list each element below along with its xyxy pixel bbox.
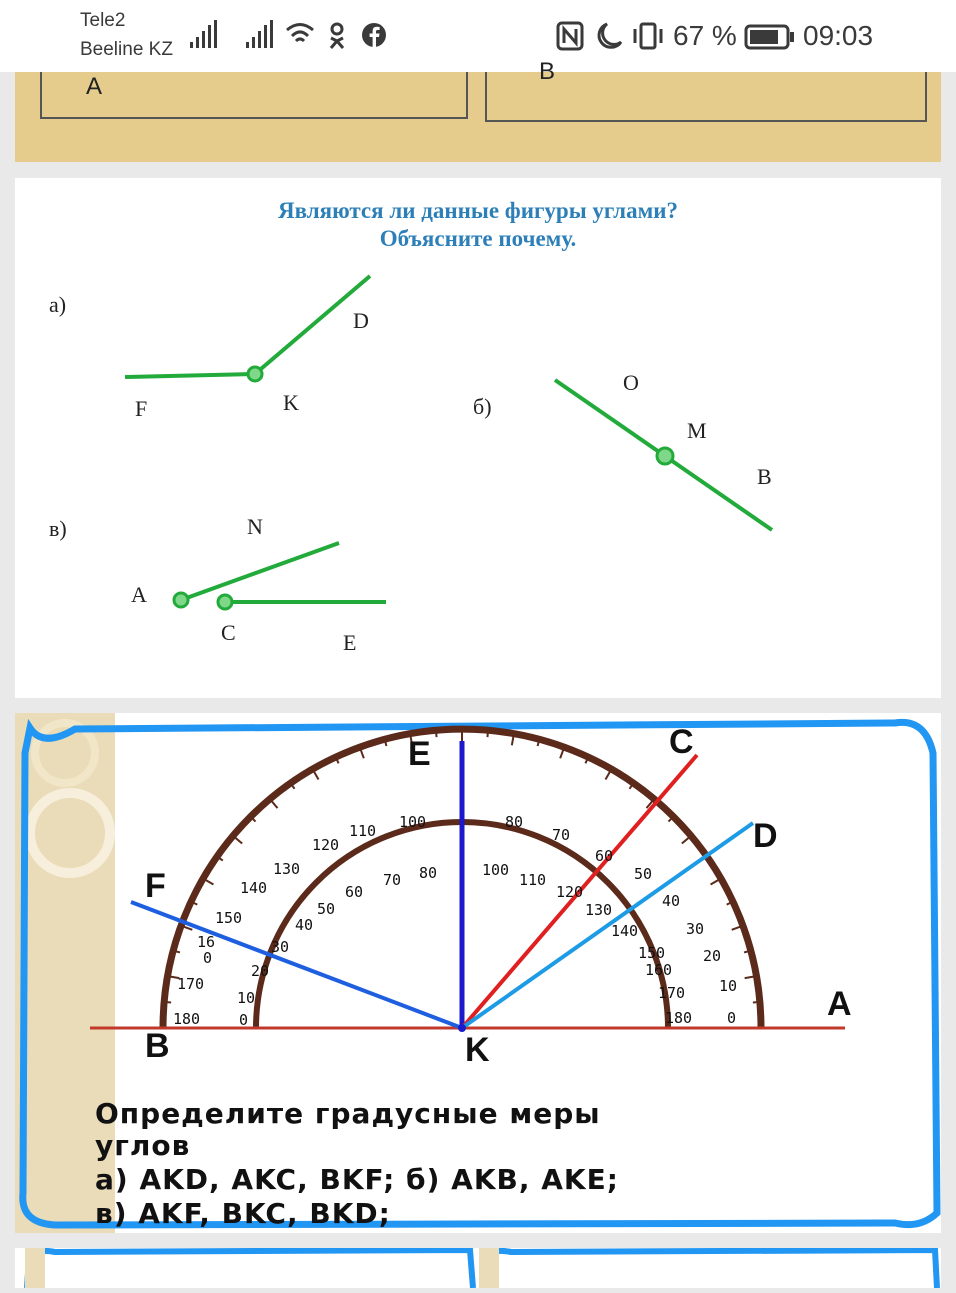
box-label: A xyxy=(86,73,103,100)
carrier-label: Beeline KZ xyxy=(80,39,173,60)
point-label-c: C xyxy=(669,723,694,761)
svg-text:110: 110 xyxy=(349,822,377,840)
protractor-tick xyxy=(487,730,488,737)
point-label: N xyxy=(247,514,263,539)
question-text: Определите градусные меры xyxy=(95,1097,601,1130)
svg-text:80: 80 xyxy=(419,864,438,882)
question-text: а) AKD, AKC, BKF; б) AKB, AKE; xyxy=(95,1163,619,1196)
point-label: B xyxy=(757,464,772,489)
point-label: E xyxy=(343,630,357,655)
point-label: K xyxy=(283,390,299,415)
svg-text:140: 140 xyxy=(611,922,639,940)
svg-text:40: 40 xyxy=(295,916,314,934)
point-label: F xyxy=(135,396,148,421)
point-label-k: K xyxy=(465,1031,490,1069)
moon-icon xyxy=(599,24,621,47)
svg-text:40: 40 xyxy=(662,892,681,910)
protractor-tick xyxy=(436,730,437,737)
protractor-tick xyxy=(164,1002,171,1003)
svg-text:180: 180 xyxy=(173,1010,201,1028)
svg-text:60: 60 xyxy=(595,847,614,865)
answer-box-b xyxy=(485,58,927,122)
point-label: D xyxy=(353,308,369,333)
svg-text:30: 30 xyxy=(686,920,705,938)
box-label: B xyxy=(539,58,556,85)
svg-text:50: 50 xyxy=(634,865,653,883)
svg-text:10: 10 xyxy=(237,989,256,1007)
carrier-label: Tele2 xyxy=(80,10,126,31)
svg-text:30: 30 xyxy=(271,938,290,956)
figure-b xyxy=(555,380,772,530)
slide-heading: Объясните почему. xyxy=(379,226,577,251)
svg-text:70: 70 xyxy=(383,871,402,889)
vibrate-icon xyxy=(635,24,661,48)
signal-icon xyxy=(246,20,273,48)
slide-bottom-partial[interactable] xyxy=(15,1248,941,1288)
status-right-icons xyxy=(555,20,673,54)
wifi-icon xyxy=(287,25,313,42)
svg-text:160: 160 xyxy=(645,961,673,979)
nfc-icon xyxy=(558,23,582,49)
inner-scale xyxy=(237,861,692,1029)
slide-angles[interactable] xyxy=(15,178,941,698)
svg-text:16: 16 xyxy=(197,933,216,951)
status-bar xyxy=(0,0,956,72)
point-label: A xyxy=(131,582,147,607)
clock: 09:03 xyxy=(803,20,874,51)
point-label-a: A xyxy=(827,985,852,1023)
svg-text:0: 0 xyxy=(239,1011,249,1029)
slide-top-partial[interactable] xyxy=(15,58,941,162)
angles-figures xyxy=(15,178,941,698)
battery-percent: 67 % xyxy=(673,20,737,51)
svg-text:110: 110 xyxy=(519,871,547,889)
answer-box-a xyxy=(40,72,468,119)
point-label-d: D xyxy=(753,817,778,855)
svg-text:130: 130 xyxy=(585,901,613,919)
svg-text:150: 150 xyxy=(638,944,666,962)
figure-v xyxy=(174,543,386,609)
point-label: M xyxy=(687,418,707,443)
svg-text:50: 50 xyxy=(317,900,336,918)
slide-bottom-frame xyxy=(15,1248,941,1288)
svg-text:180: 180 xyxy=(665,1009,693,1027)
svg-text:20: 20 xyxy=(251,962,270,980)
svg-text:150: 150 xyxy=(215,909,243,927)
odnoklassniki-icon xyxy=(331,24,343,48)
item-marker: а) xyxy=(49,292,67,317)
question-text: углов xyxy=(95,1129,191,1162)
svg-text:120: 120 xyxy=(312,836,340,854)
svg-text:120: 120 xyxy=(556,883,584,901)
svg-text:170: 170 xyxy=(658,984,686,1002)
status-icons xyxy=(188,20,398,54)
svg-text:20: 20 xyxy=(703,947,722,965)
svg-text:100: 100 xyxy=(399,813,427,831)
svg-text:0: 0 xyxy=(203,949,213,967)
protractor-tick xyxy=(753,1002,760,1003)
figure-a xyxy=(125,276,370,381)
svg-text:100: 100 xyxy=(482,861,510,879)
svg-text:70: 70 xyxy=(552,826,571,844)
svg-text:170: 170 xyxy=(177,975,205,993)
item-marker: б) xyxy=(473,394,492,419)
svg-text:80: 80 xyxy=(505,813,524,831)
battery-icon xyxy=(744,24,796,50)
point-label-b: B xyxy=(145,1027,170,1065)
point-label-e: E xyxy=(408,735,431,773)
point-label: C xyxy=(221,620,236,645)
point-label-f: F xyxy=(145,867,166,905)
facebook-icon xyxy=(362,23,386,47)
question-text: в) AKF, BKC, BKD; xyxy=(95,1197,391,1230)
svg-text:140: 140 xyxy=(240,879,268,897)
svg-text:10: 10 xyxy=(719,977,738,995)
svg-text:0: 0 xyxy=(727,1009,737,1027)
signal-icon xyxy=(190,20,217,48)
svg-text:60: 60 xyxy=(345,883,364,901)
svg-text:130: 130 xyxy=(273,860,301,878)
item-marker: в) xyxy=(49,516,67,541)
slide-heading: Являются ли данные фигуры углами? xyxy=(278,198,678,223)
slide-protractor[interactable] xyxy=(15,713,941,1233)
point-label: O xyxy=(623,370,639,395)
